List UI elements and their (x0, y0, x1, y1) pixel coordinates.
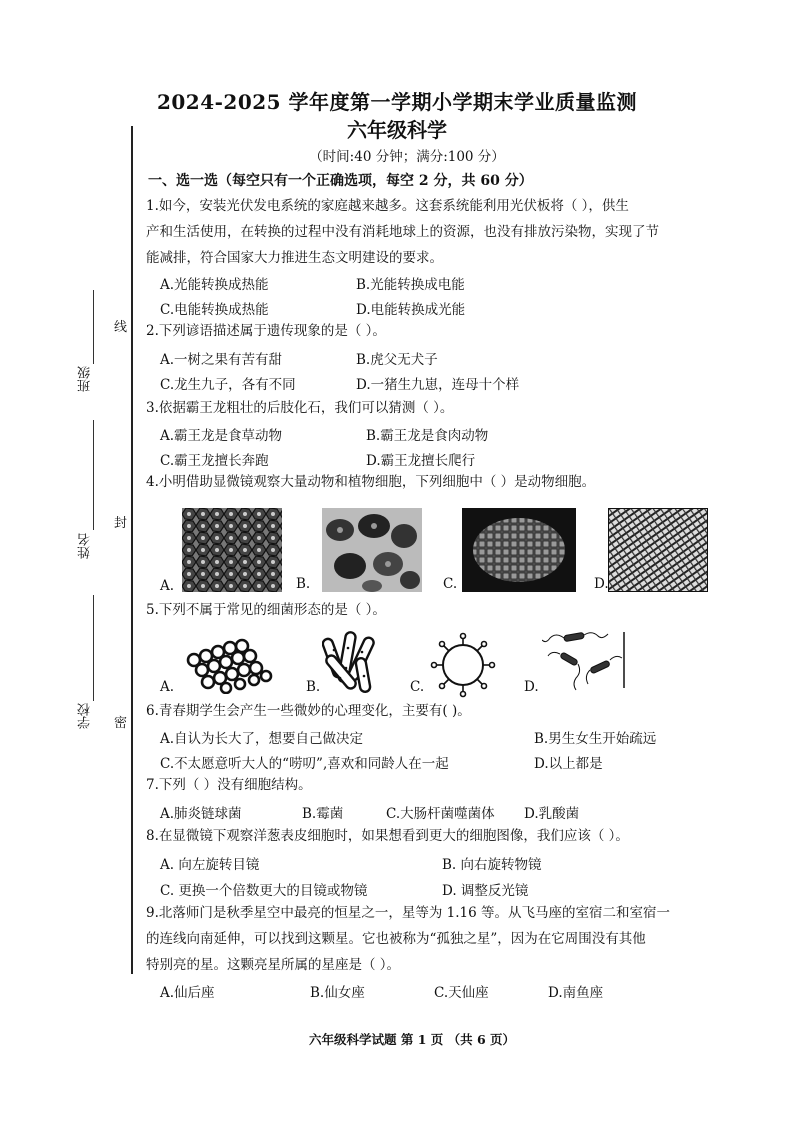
q2-option-c[interactable]: C.龙生九子，各有不同 (160, 377, 296, 393)
page-footer: 六年级科学试题 第 1 页 （共 6 页） (308, 1032, 515, 1047)
q4-option-c[interactable]: C. (443, 576, 458, 592)
q6-option-c[interactable]: C.不太愿意听大人的“唠叨”,喜欢和同龄人在一起 (160, 756, 449, 772)
cell-image-b (322, 508, 422, 592)
cell-image-a (182, 508, 282, 592)
q8-option-c[interactable]: C. 更换一个倍数更大的目镜或物镜 (160, 883, 368, 899)
question-5: 5.下列不属于常见的细菌形态的是（ ）。 (146, 602, 386, 618)
q3-option-b[interactable]: B.霸王龙是食肉动物 (366, 428, 489, 444)
binding-line (131, 126, 133, 974)
q2-option-d[interactable]: D.一猪生九崽，连母十个样 (356, 377, 520, 393)
question-9-line2: 的连线向南延伸，可以找到这颗星。它也被称为“孤独之星”，因为在它周围没有其他 (146, 931, 646, 947)
class-underline (93, 290, 94, 364)
q4-option-d[interactable]: D. (594, 576, 609, 592)
q6-option-d[interactable]: D.以上都是 (534, 756, 603, 772)
q1-option-b[interactable]: B.光能转换成电能 (356, 277, 465, 293)
school-underline (93, 595, 94, 701)
q1-option-a[interactable]: A.光能转换成热能 (160, 277, 269, 293)
q8-option-b[interactable]: B. 向右旋转物镜 (442, 857, 542, 873)
q6-option-a[interactable]: A.自认为长大了，想要自己做决定 (160, 731, 364, 747)
question-2: 2.下列谚语描述属于遗传现象的是（ ）。 (146, 323, 386, 339)
q5-option-d[interactable]: D. (524, 679, 539, 695)
q5-option-c[interactable]: C. (410, 679, 425, 695)
q7-option-d[interactable]: D.乳酸菌 (524, 806, 580, 822)
question-4: 4.小明借助显微镜观察大量动物和植物细胞，下列细胞中（ ）是动物细胞。 (146, 474, 596, 490)
cell-image-d (608, 508, 708, 592)
q9-option-a[interactable]: A.仙后座 (160, 985, 215, 1001)
question-1-line2: 产和生活使用，在转换的过程中没有消耗地球上的资源，也没有排放污染物，实现了节 (146, 224, 659, 240)
q5-option-b[interactable]: B. (306, 679, 321, 695)
question-9 (146, 900, 736, 978)
bacteria-cocci-image (184, 638, 274, 694)
exam-subject: 六年级科学 (347, 118, 447, 142)
school-label: 学校 (78, 703, 93, 729)
q7-option-a[interactable]: A.肺炎链球菌 (160, 806, 242, 822)
q3-option-c[interactable]: C.霸王龙擅长奔跑 (160, 453, 269, 469)
q8-option-a[interactable]: A. 向左旋转目镜 (160, 857, 260, 873)
q6-option-b[interactable]: B.男生女生开始疏远 (534, 731, 657, 747)
q2-option-b[interactable]: B.虎父无犬子 (356, 352, 438, 368)
q7-option-c[interactable]: C.大肠杆菌噬菌体 (386, 806, 495, 822)
q4-option-a[interactable]: A. (160, 578, 175, 594)
question-7: 7.下列（ ）没有细胞结构。 (146, 777, 312, 793)
question-1-line1: 1.如今，安装光伏发电系统的家庭越来越多。这套系统能利用光伏板将（ ），供生 (146, 198, 629, 214)
cell-image-c (462, 508, 576, 592)
q1-option-d[interactable]: D.电能转换成光能 (356, 302, 466, 318)
bacteria-flagellated-image (542, 628, 626, 692)
seal-feng-char: 封 (114, 516, 128, 531)
exam-time-score: （时间:40 分钟；满分:100 分） (309, 149, 505, 165)
q8-option-d[interactable]: D. 调整反光镜 (442, 883, 529, 899)
question-9-line3: 特别亮的星。这颗亮星所属的星座是（ ）。 (146, 957, 401, 973)
question-1-line3: 能减排，符合国家大力推进生态文明建设的要求。 (146, 250, 443, 266)
q1-option-c[interactable]: C.电能转换成热能 (160, 302, 269, 318)
q4-option-b[interactable]: B. (296, 576, 311, 592)
question-8: 8.在显微镜下观察洋葱表皮细胞时，如果想看到更大的细胞图像，我们应该（ ）。 (146, 828, 629, 844)
q5-option-a[interactable]: A. (160, 679, 175, 695)
q9-option-d[interactable]: D.南鱼座 (548, 985, 604, 1001)
question-3: 3.依据霸王龙粗壮的后肢化石，我们可以猜测（ ）。 (146, 400, 454, 416)
question-6: 6.青春期学生会产生一些微妙的心理变化，主要有( )。 (146, 703, 471, 719)
class-label: 班级 (78, 366, 93, 392)
seal-xian-char: 线 (114, 320, 128, 335)
virus-sphere-image (430, 632, 496, 698)
q9-option-c[interactable]: C.天仙座 (434, 985, 489, 1001)
exam-title: 2024-2025 学年度第一学期小学期末学业质量监测 (156, 90, 638, 114)
section-heading: 一、选一选（每空只有一个正确选项，每空 2 分，共 60 分） (148, 173, 533, 189)
q2-option-a[interactable]: A.一树之果有苦有甜 (160, 352, 283, 368)
q9-option-b[interactable]: B.仙女座 (310, 985, 365, 1001)
bacteria-bacilli-image (322, 628, 382, 696)
name-label: 姓名 (78, 533, 93, 559)
q7-option-b[interactable]: B.霉菌 (302, 806, 344, 822)
seal-mi-char: 密 (114, 716, 128, 731)
q3-option-a[interactable]: A.霸王龙是食草动物 (160, 428, 283, 444)
q3-option-d[interactable]: D.霸王龙擅长爬行 (366, 453, 476, 469)
question-1 (146, 193, 716, 271)
name-underline (93, 420, 94, 530)
question-9-line1: 9.北落师门是秋季星空中最亮的恒星之一，星等为 1.16 等。从飞马座的室宿二和室宿一 (146, 905, 671, 921)
